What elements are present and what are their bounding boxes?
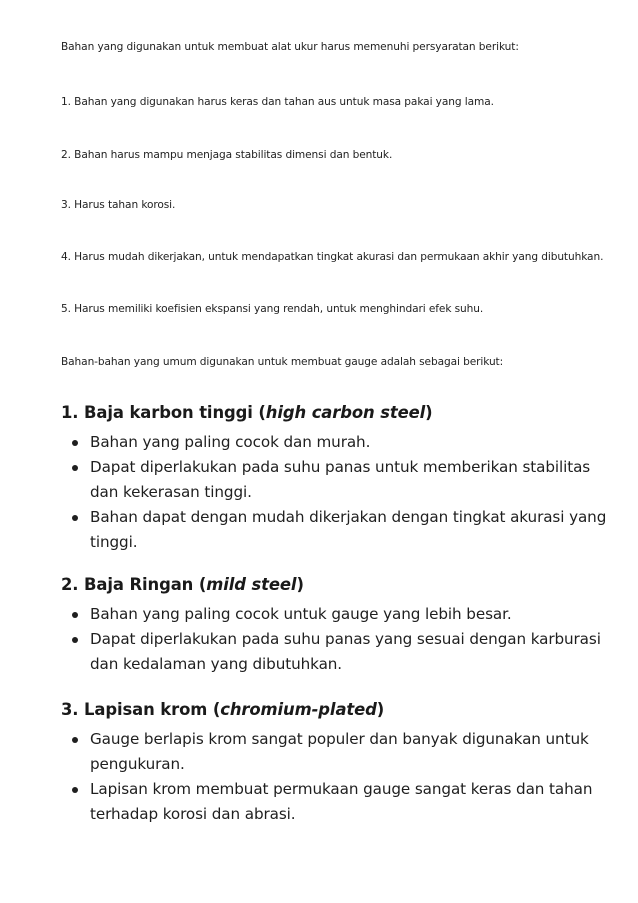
section-heading: [61, 699, 621, 721]
requirement-2: 2. Bahan harus mampu menjaga stabilitas dimensi dan bentuk.: [61, 149, 393, 161]
list-item: [61, 777, 620, 827]
bullet-list: [61, 602, 621, 677]
section-chromium-plated: [61, 699, 621, 827]
list-item: [61, 430, 620, 455]
heading-close: ): [376, 700, 385, 719]
bullet-dot: [72, 440, 78, 446]
section-high-carbon-steel: [61, 402, 621, 555]
materials-intro: Bahan-bahan yang umum digunakan untuk membuat gauge adalah sebagai berikut:: [61, 356, 504, 368]
heading-italic-term: high carbon steel: [265, 403, 426, 422]
list-item-text: Bahan dapat dengan mudah dikerjakan dengan tingkat akurasi yang tinggi.: [90, 508, 607, 551]
heading-close: ): [425, 403, 433, 422]
requirement-5: 5. Harus memiliki koefisien ekspansi yang rendah, untuk menghindari efek suhu.: [61, 303, 484, 315]
bullet-dot: [72, 465, 78, 471]
requirement-1: 1. Bahan yang digunakan harus keras dan tahan aus untuk masa pakai yang lama.: [61, 96, 494, 108]
list-item-text: Gauge berlapis krom sangat populer dan banyak digunakan untuk pengukuran.: [90, 730, 589, 773]
section-heading: [61, 574, 621, 596]
list-item-text: Dapat diperlakukan pada suhu panas untuk memberikan stabilitas dan kekerasan tinggi.: [90, 458, 591, 501]
list-item: [61, 627, 620, 677]
heading-close: ): [296, 575, 304, 594]
bullet-list: [61, 727, 621, 827]
bullet-dot: [72, 515, 78, 521]
list-item: [61, 602, 620, 627]
intro-paragraph: Bahan yang digunakan untuk membuat alat ukur harus memenuhi persyaratan berikut:: [61, 41, 519, 53]
list-item-text: Lapisan krom membuat permukaan gauge sangat keras dan tahan terhadap korosi dan abrasi.: [90, 780, 593, 823]
heading-italic-term: mild steel: [206, 575, 297, 594]
section-mild-steel: [61, 574, 621, 677]
bullet-dot: [72, 787, 78, 793]
list-item-text: Bahan yang paling cocok untuk gauge yang lebih besar.: [90, 605, 512, 623]
heading-text: 2. Baja Ringan (: [61, 575, 207, 594]
bullet-list: [61, 430, 621, 555]
list-item: [61, 727, 620, 777]
section-heading: [61, 402, 621, 424]
bullet-dot: [72, 637, 78, 643]
heading-text: 3. Lapisan krom (: [61, 700, 221, 719]
heading-italic-term: chromium-plated: [220, 700, 377, 719]
list-item: [61, 505, 620, 555]
list-item: [61, 455, 620, 505]
heading-text: 1. Baja karbon tinggi (: [61, 403, 266, 422]
bullet-dot: [72, 737, 78, 743]
requirement-3: 3. Harus tahan korosi.: [61, 199, 176, 211]
requirement-4: 4. Harus mudah dikerjakan, untuk mendapatkan tingkat akurasi dan permukaan akhir yang dibutuhkan.: [61, 251, 604, 263]
list-item-text: Bahan yang paling cocok dan murah.: [90, 433, 371, 451]
list-item-text: Dapat diperlakukan pada suhu panas yang sesuai dengan karburasi dan kedalaman yang dibutuhkan.: [90, 630, 601, 673]
bullet-dot: [72, 612, 78, 618]
